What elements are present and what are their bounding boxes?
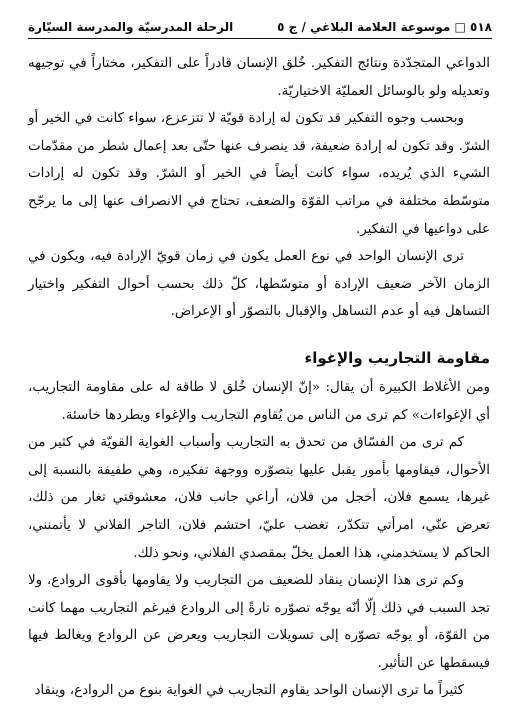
page-body xyxy=(28,50,490,705)
paragraph: كثيراً ما ترى الإنسان الواحد يقاوم التجاريب في الغواية بنوع من الروادع، وينقاد xyxy=(34,683,464,699)
paragraph: ومن الأغلاط الكبيرة أن يقال: «إنّ الإنسان خُلق لا طاقة له على مقاومة التجاريب، أي الإغواءات» كم ترى من الناس من يُقاوم التجاريب والإغواء ويطردها خاسئة. xyxy=(28,379,490,423)
chapter-title: الرحلة المدرسيّة والمدرسة السيّارة xyxy=(28,20,234,34)
paragraph: وكم ترى هذا الإنسان ينقاد للضعيف من التجاريب ولا يقاومها بأقوى الروادع، ولا تجد السبب في ذلك إلّا أنّه يوجّه تصوّره تارةً إلى الروادع فيرغم التجاريب مهما كانت من القوّة، أو يوجّه تصوّره إلى تسويلات التجاريب ويعرض عن الروادع ويغالط فيها فيسقطها عن التأثير. xyxy=(28,573,490,671)
paragraph: كم ترى من الفسّاق من تحدق به التجاريب وأسباب الغواية القويّة في كثير من الأحوال، فيقاومها بأمور يقبل عليها بتصوّره ووجهة تفكيره، وهي طفيفة بالنسبة إلى غيرها، يسمع فلان، أخجل من فلان، أراعي جانب فلان، معشوقتي تغار من ذلك، تعرض عنّي، امرأتي تتكدّر، تغضب عليّ، احتشم فلان، التاجر الفلاني لا يأتمنني، الحاكم لا يستخدمني، هذا العمل يخلّ بمقصدي الفلاني، ونحو ذلك. xyxy=(28,435,490,561)
header-rule xyxy=(28,38,492,39)
page-number-and-book-title: ٥١٨ □ موسوعة العلامة البلاغي / ج ٥ xyxy=(277,20,492,34)
paragraph: الدواعي المتجدّدة ونتائج التفكير. خُلق الإنسان قادراً على التفكير، مختاراً في توجيهه وتعديله ولو بالوسائل العمليّة الاختياريّة. xyxy=(28,56,490,99)
paragraph: وبحسب وجوه التفكير قد تكون له إرادة قويّة لا تتزعزع، سواء كانت في الخير أو الشرّ. وقد تكون له إرادة ضعيفة، قد ينصرف عنها حتّى بعد إعمال شطر من مقدّمات الشيء الذي يُريده، سواء كانت أيضاً في الخير أو الشرّ. وقد تكون له إرادات متوسّطة مختلفة في مراتب القوّة والضعف، تحتاج في الانصراف عنها إلى ما يرجّح على دواعيها في التفكير. xyxy=(28,111,490,237)
paragraph: ترى الإنسان الواحد في نوع العمل يكون في زمان قويّ الإرادة فيه، ويكون في الزمان الآخر ضعيف الإرادة أو متوسّطها، كلّ ذلك بحسب أحوال التفكير واختيار التساهل فيه أو عدم التساهل والإقبال بالتصوّر أو الإعراض. xyxy=(28,249,490,320)
section-heading: مقاومة التجاريب والإغواء xyxy=(304,348,490,367)
page-header xyxy=(28,12,492,34)
